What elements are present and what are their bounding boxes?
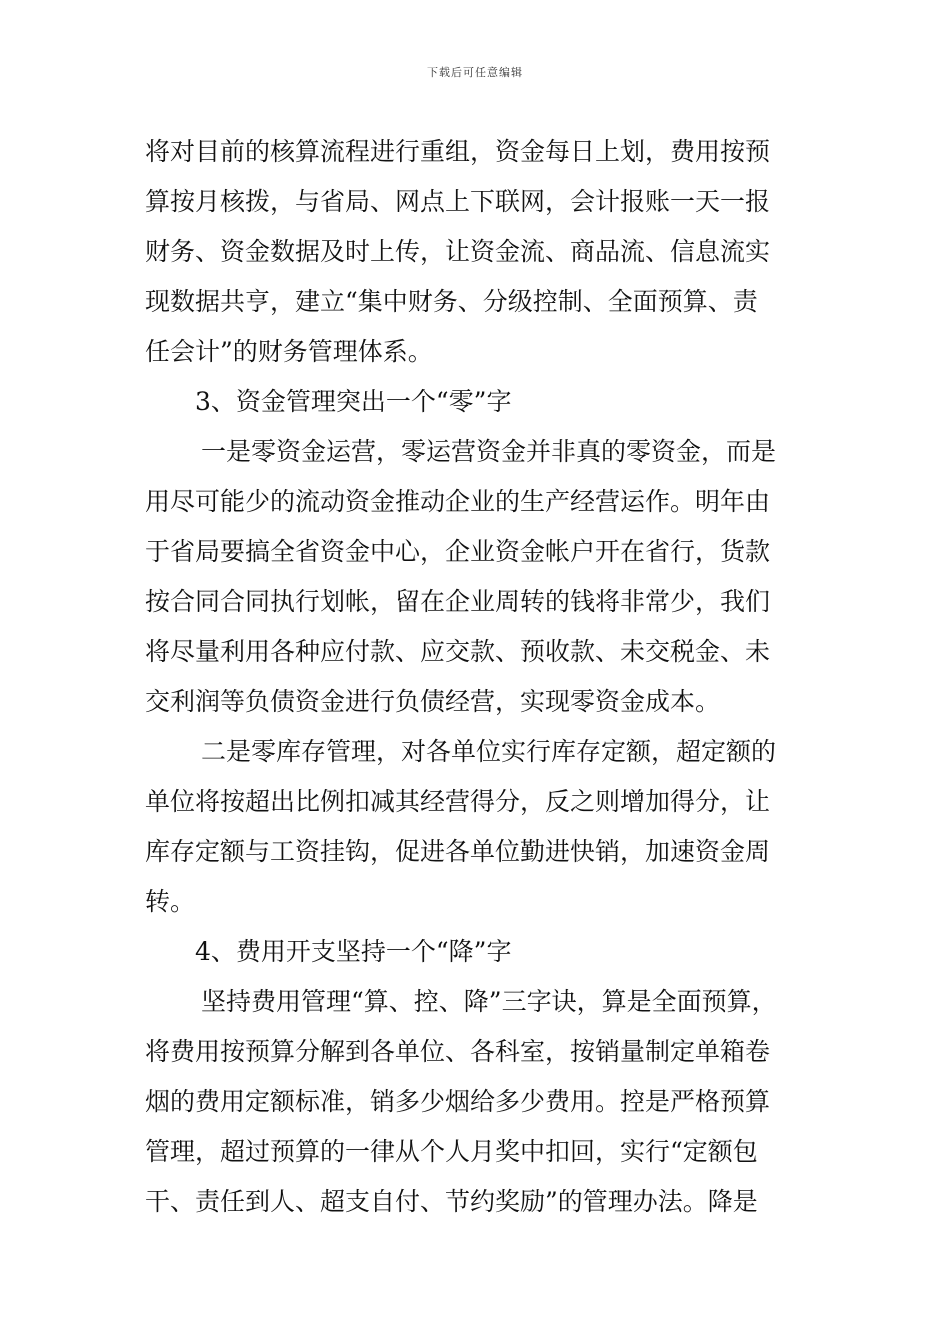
document-body (145, 127, 810, 1227)
text-line: 库存定额与工资挂钩，促进各单位勤进快销，加速资金周 (145, 837, 771, 866)
text-line: 将尽量利用各种应付款、应交款、预收款、未交税金、未 (145, 637, 771, 666)
text-line: 转。 (145, 887, 196, 916)
section-heading: 4、费用开支坚持一个“降”字 (195, 937, 512, 966)
text-line: 烟的费用定额标准，销多少烟给多少费用。控是严格预算 (145, 1087, 771, 1116)
paragraph-start: 一是零资金运营，零运营资金并非真的零资金，而是 (201, 437, 777, 466)
text-line: 于省局要搞全省资金中心，企业资金帐户开在省行，货款 (145, 537, 771, 566)
text-line: 算按月核拨，与省局、网点上下联网，会计报账一天一报 (145, 187, 771, 216)
paragraph-start: 二是零库存管理，对各单位实行库存定额，超定额的 (201, 737, 777, 766)
text-line: 用尽可能少的流动资金推动企业的生产经营运作。明年由 (145, 487, 771, 516)
text-line: 将对目前的核算流程进行重组，资金每日上划，费用按预 (145, 137, 771, 166)
text-line: 财务、资金数据及时上传，让资金流、商品流、信息流实 (145, 237, 771, 266)
text-line: 单位将按超出比例扣减其经营得分，反之则增加得分，让 (145, 787, 771, 816)
section-heading: 3、资金管理突出一个“零”字 (195, 387, 512, 416)
text-line: 现数据共亨，建立“集中财务、分级控制、全面预算、责 (145, 287, 758, 316)
text-line: 按合同合同执行划帐，留在企业周转的钱将非常少，我们 (145, 587, 771, 616)
text-line: 交利润等负债资金进行负债经营，实现零资金成本。 (145, 687, 721, 716)
text-line: 管理，超过预算的一律从个人月奖中扣回，实行“定额包 (145, 1137, 758, 1166)
text-line: 将费用按预算分解到各单位、各科室，按销量制定单箱卷 (145, 1037, 771, 1066)
paragraph-start: 坚持费用管理“算、控、降”三字诀，算是全面预算， (201, 987, 777, 1016)
text-line: 任会计”的财务管理体系。 (145, 337, 433, 366)
page-header: 下载后可任意编辑 (427, 66, 523, 79)
text-line: 干、责任到人、超支自付、节约奖励”的管理办法。降是 (145, 1187, 758, 1216)
